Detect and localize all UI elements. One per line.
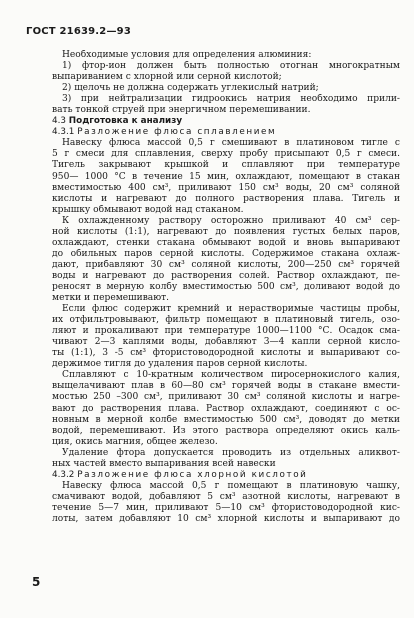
text-line: 1) фтор-ион должен быть полностью отогнан многократным	[62, 61, 400, 72]
text-line: Необходимые условия для определения алюминия:	[62, 50, 312, 60]
text-line: до обильных паров серной кислоты. Содержимое стакана охлаж-	[52, 248, 400, 259]
text-line: ной кислоты (1:1), нагревают до появления густых белых паров,	[52, 226, 400, 237]
page-number: 5	[32, 575, 41, 589]
text-line: вать тонкой струей при энергичном перемешивании.	[52, 105, 311, 116]
section-number: 4.3	[52, 116, 66, 127]
section-number: 4.3.2	[52, 469, 75, 480]
document-body	[52, 50, 400, 525]
text-line: ция, окись магния, общее железо.	[52, 436, 218, 447]
document-header: ГОСТ 21639.2—93	[26, 26, 131, 37]
text-line: охлаждают, стенки стакана обмывают водой и вновь выпаривают	[52, 237, 400, 248]
text-line: Если флюс содержит кремний и нерастворимые частицы пробы,	[62, 304, 400, 315]
text-line: 5 г смеси для сплавления, сверху пробу присыпают 0,5 г смеси.	[52, 149, 400, 160]
text-line: водой, перемешивают. Из этого раствора определяют окись каль-	[52, 425, 400, 436]
text-line: течение 5—7 мин, приливают 5—10 см³ фтористоводородной кис-	[52, 502, 400, 513]
section-heading-4-3	[52, 116, 400, 127]
text-line: воды и нагревают до растворения солей. Раствор охлаждают, пе-	[52, 270, 400, 281]
section-title: Подготовка к анализу	[68, 116, 183, 127]
text-line: К охлажденному раствору осторожно приливают 40 см³ сер-	[62, 215, 400, 226]
text-line: метки и перемешивают.	[52, 293, 170, 304]
text-line: ляют и прокаливают при температуре 1000—1100 °С. Осадок сма-	[52, 326, 400, 337]
text-line: дают, прибавляют 30 см³ соляной кислоты, 200—250 см³ горячей	[52, 259, 400, 270]
text-line: вают до растворения плава. Раствор охлаждают, соединяют с ос-	[52, 403, 400, 414]
text-line: реносят в мерную колбу вместимостью 500 см³, доливают водой до	[52, 281, 400, 292]
section-title: Разложение флюса хлорной кислотой	[77, 469, 308, 480]
text-line: кислоты и нагревают до полного растворения плава. Тигель и	[52, 193, 400, 204]
text-line: Тигель закрывают крышкой и сплавляют при температуре	[52, 160, 400, 171]
text-line: лоты, затем добавляют 10 см³ хлорной кислоты и выпаривают до	[52, 513, 400, 524]
text-line: держимое тигля до удаления паров серной кислоты.	[52, 359, 308, 370]
text-line: ты (1:1), 3 -5 см³ фтористоводородной кислоты и выпаривают со-	[52, 348, 400, 359]
text-line: мостью 250 –300 см³, приливают 30 см³ соляной кислоты и нагре-	[52, 392, 400, 403]
text-line: их отфильтровывают, фильтр помещают в платиновый тигель, озо-	[52, 315, 400, 326]
text-line: ных частей вместо выпаривания всей навески	[52, 458, 276, 469]
text-line: 950— 1000 °С в течение 15 мин, охлаждают, помещают в стакан	[52, 171, 400, 182]
section-number: 4.3.1	[52, 127, 75, 138]
text-line: смачивают водой, добавляют 5 см³ азотной кислоты, нагревают в	[52, 491, 400, 502]
text-line: Сплавляют с 10-кратным количеством пиросернокислого калия,	[62, 370, 400, 381]
text-line: 3) при нейтрализации гидроокись натрия необходимо прили-	[62, 94, 400, 105]
text-line: выщелачивают плав в 60—80 см³ горячей воды в стакане вмести-	[52, 381, 400, 392]
section-title: Разложение флюса сплавлением	[77, 127, 277, 138]
text-line: Удаление фтора допускается проводить из отдельных аликвот-	[62, 447, 400, 458]
text-line: вместимостью 400 см³, приливают 150 см³ воды, 20 см³ соляной	[52, 182, 400, 193]
text-line: новным в мерной колбе вместимостью 500 см³, доводят до метки	[52, 414, 400, 425]
section-heading-4-3-1	[52, 127, 400, 138]
text-line: 2) щелочь не должна содержать углекислый натрий;	[62, 83, 319, 94]
text-line: Навеску флюса массой 0,5 г помещают в платиновую чашку,	[62, 480, 400, 491]
text-line: Навеску флюса массой 0,5 г смешивают в платиновом тигле с	[62, 138, 400, 149]
text-line: чивают 2—3 каплями воды, добавляют 3—4 капли серной кисло-	[52, 337, 400, 348]
text-line: выпариванием с хлорной или серной кислотой;	[52, 72, 282, 83]
text-line: крышку обмывают водой над стаканом.	[52, 204, 244, 215]
section-heading-4-3-2	[52, 470, 400, 481]
